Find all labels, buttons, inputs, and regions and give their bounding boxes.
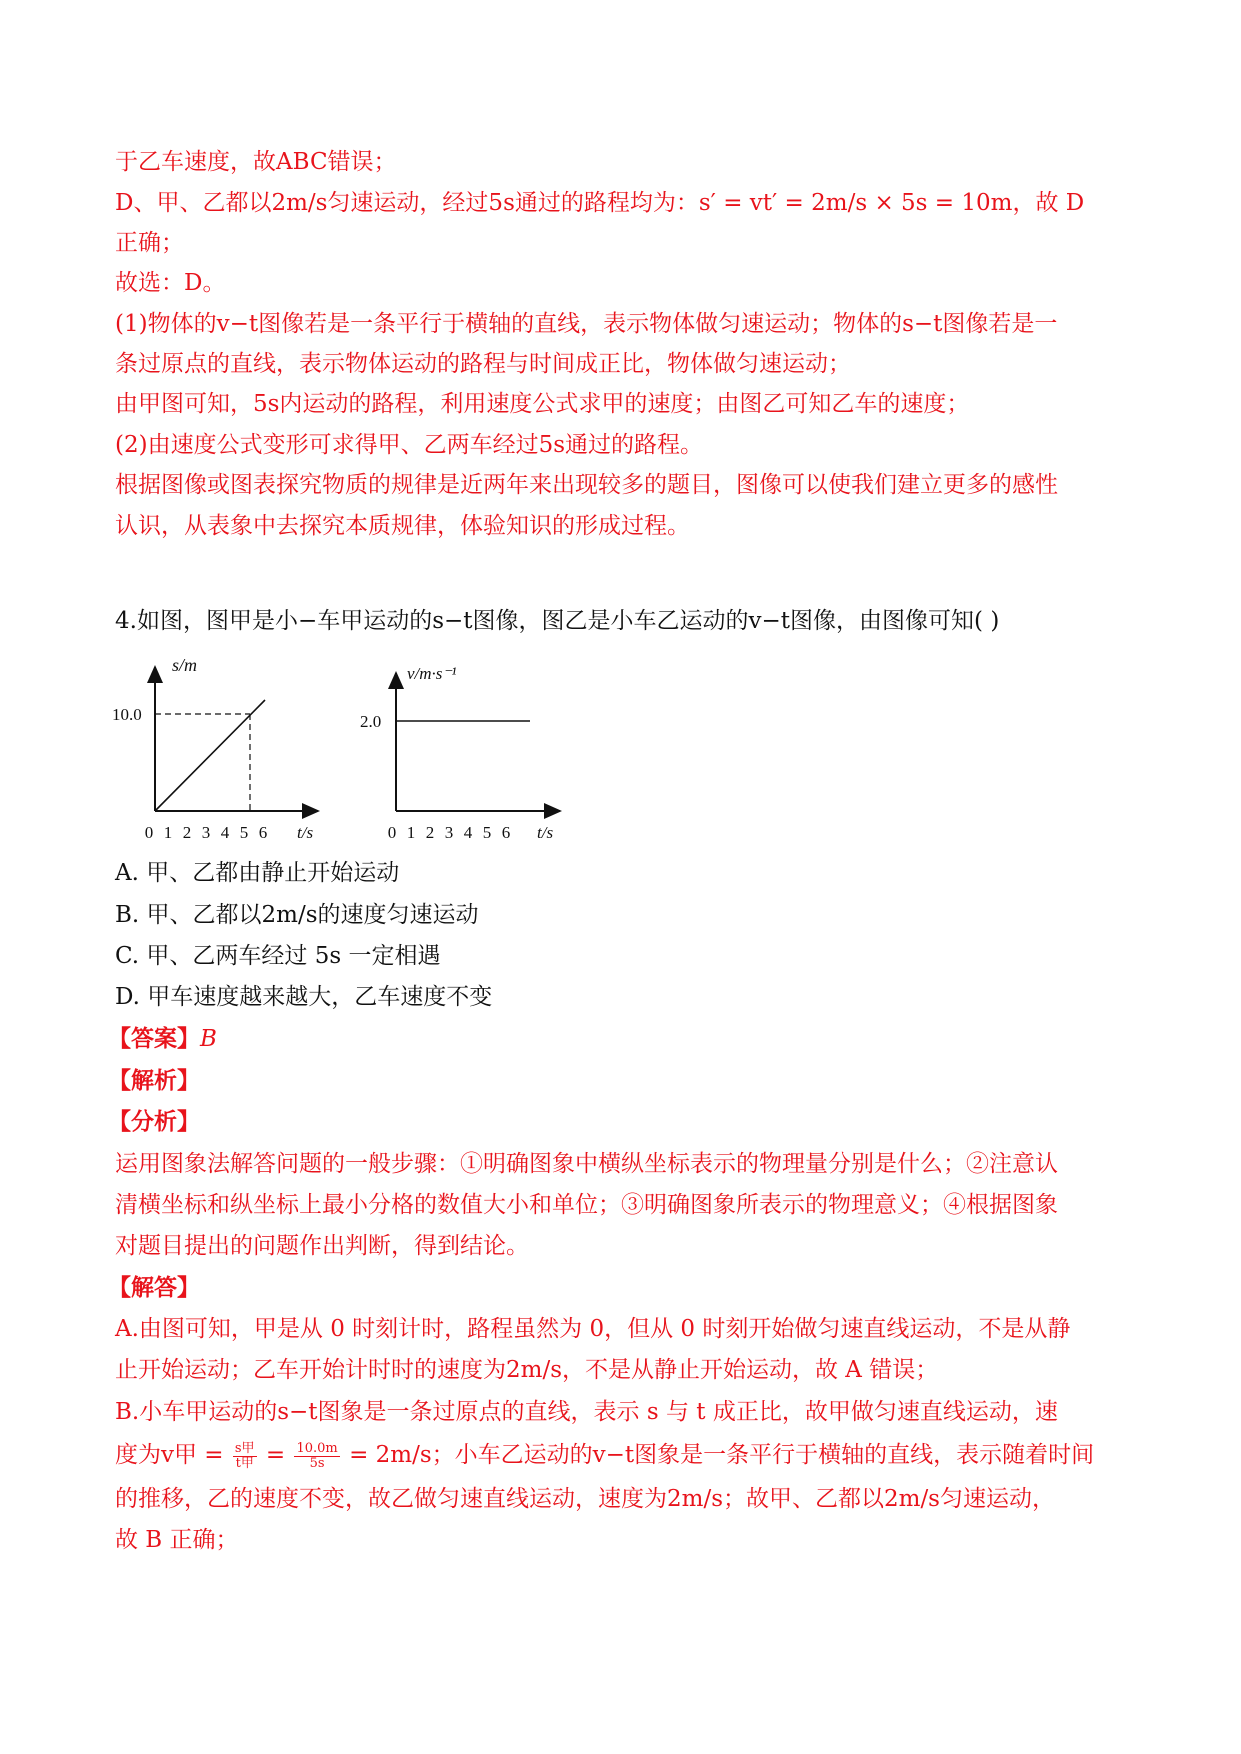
prev-line-1: 于乙车速度，故ABC错误； — [115, 149, 397, 175]
jieda-label: 【解答】 — [108, 1274, 200, 1301]
speed-prefix: 度为v甲 = — [115, 1442, 224, 1468]
st-x-tick-2: 2 — [182, 823, 192, 842]
vt-x-ticks — [388, 823, 511, 842]
analysis-label: 【解析】 — [108, 1067, 200, 1094]
jieda-line-3: B.小车甲运动的s−t图象是一条过原点的直线，表示 s 与 t 成正比，故甲做匀速直线运动，速 — [115, 1399, 1058, 1425]
st-x-tick-5: 5 — [239, 823, 249, 842]
option-a: A. 甲、乙都由静止开始运动 — [115, 860, 400, 886]
prev-line-9: 根据图像或图表探究物质的规律是近两年来出现较多的题目，图像可以使我们建立更多的感性 — [115, 472, 1058, 498]
fenxi-line-2: 清横坐标和纵坐标上最小分格的数值大小和单位；③明确图象所表示的物理意义；④根据图象 — [115, 1192, 1058, 1218]
prev-line-5: (1)物体的v−t图像若是一条平行于横轴的直线，表示物体做匀速运动；物体的s−t图像若是一 — [115, 311, 1058, 337]
fenxi-line-1: 运用图象法解答问题的一般步骤：①明确图象中横纵坐标表示的物理量分别是什么；②注意认 — [115, 1151, 1058, 1177]
fenxi-label: 【分析】 — [108, 1108, 200, 1135]
fraction-s-over-t: $\frac{\text{s甲}}{\text{t甲}}$ — [234, 1440, 255, 1471]
vt-y-tick: 2.0 — [360, 712, 382, 731]
st-y-tick: 10.0 — [112, 705, 142, 724]
jieda-line-6: 故 B 正确； — [115, 1527, 239, 1553]
speed-result: = 2m/s；小车乙运动的v−t图象是一条平行于横轴的直线，表示随着时间 — [349, 1442, 1095, 1468]
st-x-tick-1: 1 — [163, 823, 173, 842]
st-x-tick-3: 3 — [201, 823, 211, 842]
jieda-line-2: 止开始运动；乙车开始计时时的速度为2m/s，不是从静止开始运动，故 A 错误； — [115, 1357, 939, 1383]
option-c: C. 甲、乙两车经过 5s 一定相遇 — [115, 943, 441, 969]
prev-line-4: 故选：D。 — [115, 270, 226, 296]
answer-value: B — [200, 1026, 217, 1052]
jieda-line-1: A.由图可知，甲是从 0 时刻计时，路程虽然为 0，但从 0 时刻开始做匀速直线运动，不是从静 — [115, 1316, 1071, 1342]
vt-x-label: t/s — [537, 823, 554, 842]
question-stem: 4.如图，图甲是小−车甲运动的s−t图像，图乙是小车乙运动的v−t图像，由图像可知( ) — [115, 608, 1000, 634]
st-graph — [110, 655, 330, 845]
st-x-ticks — [145, 823, 268, 842]
prev-line-3: 正确； — [115, 230, 184, 256]
st-data-line — [155, 700, 265, 811]
vt-graph — [355, 655, 570, 845]
vt-x-tick-2: 2 — [425, 823, 435, 842]
st-x-tick-4: 4 — [220, 823, 230, 842]
option-d: D. 甲车速度越来越大，乙车速度不变 — [115, 984, 493, 1010]
prev-line-6: 条过原点的直线，表示物体运动的路程与时间成正比，物体做匀速运动； — [115, 351, 851, 377]
equals-sign: = — [265, 1442, 286, 1468]
st-y-label: s/m — [172, 655, 198, 675]
answer-line — [108, 1024, 217, 1054]
vt-x-tick-0: 0 — [387, 823, 397, 842]
jieda-line-5: 的推移，乙的速度不变，故乙做匀速直线运动，速度为2m/s；故甲、乙都以2m/s匀速运动， — [115, 1486, 1055, 1512]
prev-line-2: D、甲、乙都以2m/s匀速运动，经过5s通过的路程均为：s′ = vt′ = 2m/s × 5s = 10m，故 D — [115, 190, 1085, 216]
st-x-label: t/s — [297, 823, 314, 842]
vt-x-tick-1: 1 — [406, 823, 416, 842]
vt-x-tick-4: 4 — [463, 823, 473, 842]
vt-x-tick-3: 3 — [444, 823, 454, 842]
st-x-tick-0: 0 — [144, 823, 154, 842]
prev-line-8: (2)由速度公式变形可求得甲、乙两车经过5s通过的路程。 — [115, 432, 704, 458]
st-x-tick-6: 6 — [258, 823, 268, 842]
vt-y-label: v/m·s⁻¹ — [407, 664, 457, 683]
answer-label: 【答案】 — [108, 1025, 200, 1052]
prev-line-10: 认识，从表象中去探究本质规律，体验知识的形成过程。 — [115, 513, 690, 539]
vt-x-tick-6: 6 — [501, 823, 511, 842]
jieda-line-4 — [115, 1440, 1094, 1471]
vt-x-tick-5: 5 — [482, 823, 492, 842]
prev-line-7: 由甲图可知，5s内运动的路程，利用速度公式求甲的速度；由图乙可知乙车的速度； — [115, 391, 970, 417]
option-b: B. 甲、乙都以2m/s的速度匀速运动 — [115, 902, 479, 928]
fraction-values: $\frac{10.0m}{5s}$ — [296, 1440, 338, 1471]
fenxi-line-3: 对题目提出的问题作出判断，得到结论。 — [115, 1233, 529, 1259]
